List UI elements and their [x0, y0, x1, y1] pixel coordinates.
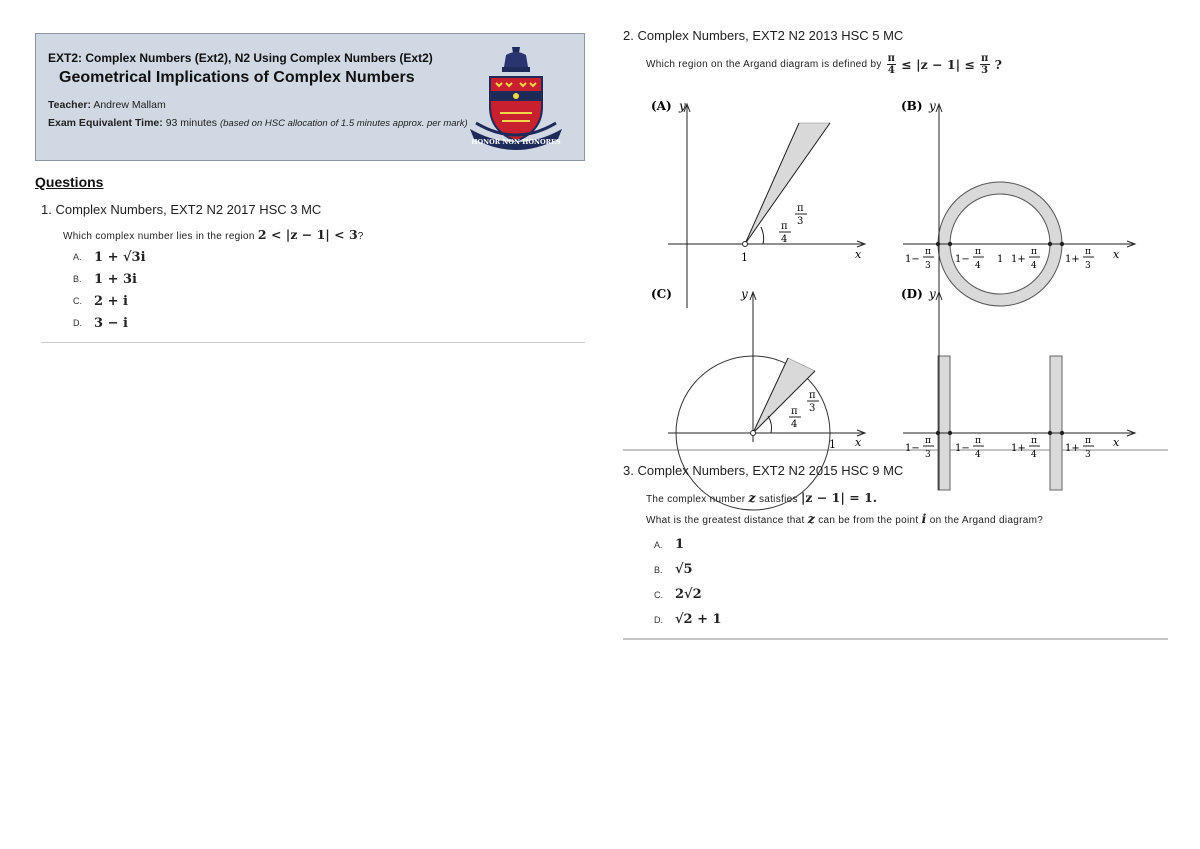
diagram-d-den2: 4	[975, 450, 981, 460]
diagram-d-x: x	[1113, 436, 1120, 449]
q2-ineq-mid: ≤ |z − 1| ≤	[901, 57, 975, 72]
q3-options	[654, 532, 1168, 632]
diagram-b-lbl2: 1−	[955, 254, 970, 265]
q3-text1a: The complex number	[646, 494, 746, 505]
frac-num: π	[887, 53, 896, 64]
diagram-d-den3: 4	[1031, 450, 1037, 460]
diagram-a-label: (A)	[651, 99, 672, 113]
q1-options	[73, 246, 585, 334]
diagram-d	[901, 287, 1135, 490]
diagram-d-lbl1: 1−	[905, 443, 920, 454]
option-value: 1	[675, 537, 685, 552]
q2-prompt: Which region on the Argand diagram is defined by	[646, 59, 882, 70]
diagram-d-lbl4: 1+	[1065, 443, 1080, 454]
diagram-a-pi1: π	[781, 221, 788, 232]
diagram-b-pi3: π	[1031, 247, 1037, 257]
q3-text1b: satisfies	[758, 494, 798, 505]
q1-text: Which complex number lies in the region 2 < |z − 1| < 3?	[63, 227, 364, 242]
diagram-c-x: x	[855, 436, 862, 449]
q3-option-b[interactable]	[654, 557, 1168, 582]
diagram-c-pi2: π	[809, 390, 816, 401]
diagram-d-den1: 3	[925, 450, 931, 460]
q2-frac-left	[887, 53, 897, 76]
q2-text	[646, 53, 1168, 76]
left-column	[35, 33, 585, 343]
diagram-a-x-axis	[668, 241, 865, 247]
option-value: 1 + 3i	[94, 271, 137, 287]
question-2	[623, 28, 1168, 460]
diagram-a-four: 4	[781, 234, 788, 245]
option-label: C.	[73, 296, 82, 306]
option-value: 1 + √3i	[94, 249, 146, 265]
diagram-b-den3: 4	[1031, 261, 1037, 271]
diagram-c-three: 3	[809, 403, 816, 414]
diagram-b-one: 1	[997, 254, 1004, 265]
diagram-b-lbl4: 1+	[1065, 254, 1080, 265]
q2-ineq-end: ?	[994, 57, 1002, 72]
crest-motto: HONOR NON HONORES	[471, 138, 561, 146]
diagram-a-one: 1	[741, 251, 748, 264]
exam-time-line	[48, 116, 478, 131]
diagram-b-y: y	[929, 99, 936, 113]
q2-frac-right	[980, 53, 990, 76]
diagram-a-y-axis	[684, 104, 690, 308]
option-label: B.	[654, 564, 663, 575]
right-column	[623, 28, 1168, 640]
q3-divider	[623, 638, 1168, 640]
diagram-d-lbl3: 1+	[1011, 443, 1026, 454]
diagram-d-pi3: π	[1031, 436, 1037, 446]
q1-region: 2 < |z − 1| < 3	[257, 227, 358, 242]
header-box	[35, 33, 585, 161]
question-1	[35, 202, 585, 343]
q1-option-b[interactable]	[73, 268, 585, 290]
option-label: A.	[73, 252, 82, 262]
frac-den: 4	[887, 65, 896, 76]
q3-z: z	[748, 490, 756, 505]
diagram-c-four: 4	[791, 419, 798, 430]
diagram-c-x-axis	[668, 430, 865, 436]
option-label: C.	[654, 589, 663, 600]
q3-text2b: can be from the point	[818, 515, 919, 526]
q3-option-c[interactable]	[654, 582, 1168, 607]
diagram-d-pi2: π	[975, 436, 981, 446]
q1-divider	[41, 342, 585, 343]
diagram-a-three: 3	[797, 216, 804, 227]
q1-option-a[interactable]	[73, 246, 585, 268]
q3-title: 3. Complex Numbers, EXT2 N2 2015 HSC 9 MC	[623, 463, 904, 478]
q2-argand-diagrams	[623, 86, 1168, 460]
q1-prompt: Which complex number lies in the region	[63, 231, 255, 242]
diagram-b-pi4: π	[1085, 247, 1091, 257]
time-label: Exam Equivalent Time:	[48, 117, 163, 129]
q3-text-line2	[646, 511, 1168, 526]
diagram-d-right-strip	[1050, 356, 1062, 490]
diagram-d-label: (D)	[901, 287, 923, 301]
question-3	[623, 463, 1168, 640]
diagram-b-pi1: π	[925, 247, 931, 257]
diagram-c-shaded-sector	[753, 358, 815, 433]
frac-num: π	[981, 53, 989, 64]
diagram-b-pi2: π	[975, 247, 981, 257]
diagram-b-y-axis	[936, 104, 942, 308]
diagram-b	[901, 99, 1135, 308]
option-label: D.	[654, 614, 663, 625]
q3-option-d[interactable]	[654, 607, 1168, 632]
diagram-a-x: x	[855, 248, 862, 261]
questions-heading: Questions	[35, 174, 104, 190]
diagram-c-pi1: π	[791, 406, 798, 417]
q3-text2a: What is the greatest distance that	[646, 515, 805, 526]
time-value: 93 minutes	[165, 117, 218, 129]
diagram-c-label: (C)	[651, 287, 672, 301]
diagram-c-y: y	[741, 287, 748, 301]
q1-option-c[interactable]	[73, 290, 585, 312]
diagram-d-lbl2: 1−	[955, 443, 970, 454]
teacher-label: Teacher:	[48, 99, 91, 111]
diagram-a-arc	[761, 227, 764, 244]
q3-text2c: on the Argand diagram?	[929, 515, 1044, 526]
diagram-c-one: 1	[829, 438, 836, 451]
diagram-d-pi4: π	[1085, 436, 1091, 446]
q3-i: i	[921, 511, 927, 526]
q1-title: 1. Complex Numbers, EXT2 N2 2017 HSC 3 MC	[41, 202, 322, 217]
diagram-b-lbl1: 1−	[905, 254, 920, 265]
option-label: A.	[654, 539, 663, 550]
diagram-a-y: y	[679, 99, 686, 113]
option-value: √2 + 1	[675, 612, 722, 627]
frac-den: 3	[981, 65, 989, 76]
option-label: B.	[73, 274, 82, 284]
diagram-a-origin-point	[743, 242, 748, 247]
time-note: (based on HSC allocation of 1.5 minutes approx. per mark)	[219, 118, 468, 129]
diagram-b-den1: 3	[925, 261, 931, 271]
diagram-c-y-axis	[750, 292, 756, 442]
diagram-b-lbl3: 1+	[1011, 254, 1026, 265]
diagram-d-den4: 3	[1085, 450, 1091, 460]
page-title: Geometrical Implications of Complex Numbers	[59, 69, 415, 86]
topic-line: EXT2: Complex Numbers (Ext2), N2 Using Complex Numbers (Ext2)	[48, 51, 433, 65]
option-value: 3 − i	[94, 315, 128, 331]
diagram-a	[651, 99, 865, 308]
q3-condition: |z − 1| = 1.	[800, 490, 878, 505]
school-crest-icon	[466, 43, 566, 155]
q3-z2: z	[807, 511, 816, 526]
q3-option-a[interactable]	[654, 532, 1168, 557]
diagram-d-left-strip	[938, 356, 950, 490]
diagram-d-y: y	[929, 287, 936, 301]
diagram-d-pi1: π	[925, 436, 931, 446]
q1-option-d[interactable]	[73, 312, 585, 334]
option-label: D.	[73, 318, 82, 328]
option-value: √5	[675, 562, 693, 577]
diagram-b-label: (B)	[901, 99, 923, 113]
teacher-name: Andrew Mallam	[93, 99, 166, 111]
q3-text-line1	[646, 490, 1168, 505]
diagram-b-den4: 3	[1085, 261, 1091, 271]
option-value: 2√2	[675, 587, 702, 602]
diagram-b-x: x	[1113, 248, 1120, 261]
q2-title: 2. Complex Numbers, EXT2 N2 2013 HSC 5 MC	[623, 28, 904, 43]
option-value: 2 + i	[94, 293, 128, 309]
diagram-a-pi2: π	[797, 203, 804, 214]
diagram-b-den2: 4	[975, 261, 981, 271]
